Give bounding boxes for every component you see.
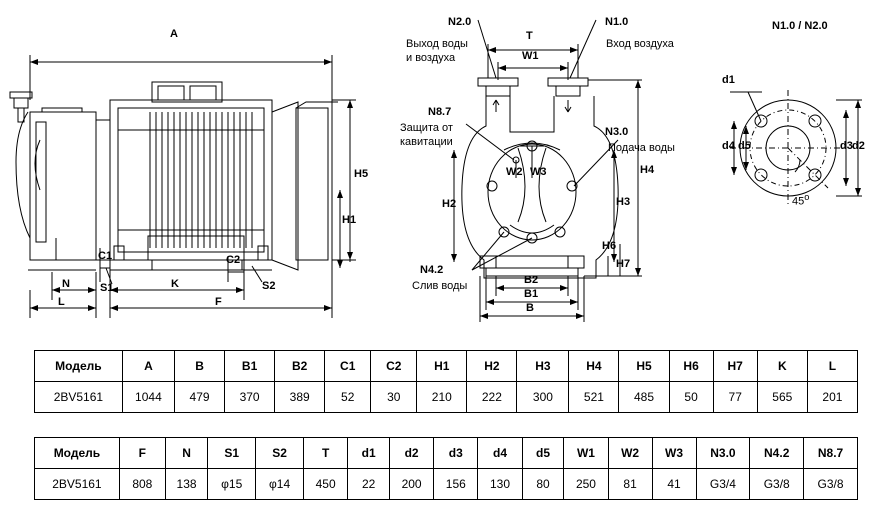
table2-cell: φ14	[256, 469, 304, 500]
dim-label-N: N	[62, 278, 70, 290]
table2-cell: 200	[390, 469, 434, 500]
table1-cell: 201	[807, 382, 857, 413]
side-view-svg	[0, 0, 380, 340]
dim-label-B2: B2	[524, 274, 539, 286]
table1-header-cell: H7	[713, 351, 757, 382]
table1-header-row	[35, 351, 858, 382]
callout-text-cavitation-1: Защита от	[400, 122, 453, 134]
spec-table-2	[34, 437, 858, 500]
dim-label-T: T	[526, 30, 533, 42]
flange-title: N1.0 / N2.0	[772, 20, 828, 32]
table1-header-cell: H3	[517, 351, 569, 382]
dim-label-K: K	[171, 278, 179, 290]
callout-tag-N4_2: N4.2	[420, 264, 444, 276]
dim-label-A: A	[170, 28, 178, 40]
callout-text-out-water-air-2: и воздуха	[406, 52, 456, 64]
dim-label-W2: W2	[506, 166, 523, 178]
dim-label-d3: d3	[840, 140, 853, 152]
table2-cell: 138	[165, 469, 207, 500]
table1-cell: 521	[569, 382, 619, 413]
dim-label-angle-45: 45$^o$	[792, 192, 810, 208]
dim-label-H1: H1	[342, 214, 357, 226]
table1-cell: 389	[275, 382, 325, 413]
table2-header-cell: N4.2	[750, 438, 804, 469]
table1-header-cell: H2	[467, 351, 517, 382]
table1-header-cell: C1	[325, 351, 371, 382]
dim-label-d4: d4	[722, 140, 735, 152]
dim-label-d1: d1	[722, 74, 735, 86]
flange-view	[700, 20, 892, 260]
callout-tag-N1_0: N1.0	[605, 16, 629, 28]
dim-label-W3: W3	[530, 166, 547, 178]
table2-header-cell: W3	[652, 438, 696, 469]
table1-cell: 370	[225, 382, 275, 413]
table2-header-cell: N3.0	[696, 438, 750, 469]
table1-cell: 210	[417, 382, 467, 413]
dim-label-H3: H3	[616, 196, 631, 208]
table2-cell: 450	[304, 469, 348, 500]
table2-cell: G3/8	[750, 469, 804, 500]
spec-table-1	[34, 350, 858, 413]
table2-cell: φ15	[208, 469, 256, 500]
dim-label-L: L	[58, 296, 65, 308]
table2-cell: 81	[608, 469, 652, 500]
callout-text-in-air: Вход воздуха	[606, 38, 674, 50]
callout-tag-N2_0: N2.0	[448, 16, 472, 28]
dim-label-B: B	[526, 302, 534, 314]
table1-cell: 485	[619, 382, 669, 413]
table2-header-cell: S1	[208, 438, 256, 469]
callout-text-out-water-air-1: Выход воды	[406, 38, 468, 50]
table2-cell: 250	[564, 469, 608, 500]
table2-cell: G3/8	[804, 469, 858, 500]
dim-label-S1: S1	[100, 282, 114, 294]
table2-cell: 41	[652, 469, 696, 500]
table2-header-cell: W2	[608, 438, 652, 469]
table1-header-cell: B2	[275, 351, 325, 382]
dim-label-S2: S2	[262, 280, 276, 292]
table-row	[35, 382, 858, 413]
table1-header-cell: H1	[417, 351, 467, 382]
dim-label-H5: H5	[354, 168, 369, 180]
table2-header-cell: d3	[434, 438, 478, 469]
table1-header-cell: C2	[371, 351, 417, 382]
table2-header-cell: F	[119, 438, 165, 469]
table1-cell: 30	[371, 382, 417, 413]
table2-header-cell: d1	[348, 438, 390, 469]
dim-label-F: F	[215, 296, 222, 308]
table2-header-cell: d5	[522, 438, 564, 469]
dim-label-H6: H6	[602, 240, 617, 252]
table1-cell: 565	[757, 382, 807, 413]
table2-cell: 80	[522, 469, 564, 500]
table2-cell: G3/4	[696, 469, 750, 500]
dim-label-B1: B1	[524, 288, 539, 300]
table-row	[35, 469, 858, 500]
callout-tag-N8_7: N8.7	[428, 106, 452, 118]
table2-header-cell: Модель	[35, 438, 120, 469]
callout-text-water-supply: Подача воды	[608, 142, 675, 154]
side-view	[0, 0, 380, 340]
table2-header-cell: d2	[390, 438, 434, 469]
table1-header-cell: Модель	[35, 351, 123, 382]
dim-label-C1: C1	[98, 250, 113, 262]
callout-text-cavitation-2: кавитации	[400, 136, 453, 148]
table2-header-cell: W1	[564, 438, 608, 469]
table2-header-cell: N8.7	[804, 438, 858, 469]
table1-header-cell: A	[122, 351, 174, 382]
table1-header-cell: B1	[225, 351, 275, 382]
dim-label-d5: d5	[738, 140, 751, 152]
table2-header-cell: T	[304, 438, 348, 469]
table1-cell: 222	[467, 382, 517, 413]
dim-label-d2: d2	[852, 140, 865, 152]
dim-label-W1: W1	[522, 50, 539, 62]
table2-cell: 808	[119, 469, 165, 500]
table2-header-cell: S2	[256, 438, 304, 469]
table2-header-cell: N	[165, 438, 207, 469]
front-view	[400, 0, 680, 340]
table1-cell: 1044	[122, 382, 174, 413]
table1-cell: 479	[175, 382, 225, 413]
table2-cell: 2BV5161	[35, 469, 120, 500]
table1-header-cell: H5	[619, 351, 669, 382]
table2-header-row	[35, 438, 858, 469]
table1-cell: 2BV5161	[35, 382, 123, 413]
table2-cell: 130	[478, 469, 522, 500]
table1-cell: 50	[669, 382, 713, 413]
table1-header-cell: L	[807, 351, 857, 382]
table1-cell: 300	[517, 382, 569, 413]
table1-header-cell: H6	[669, 351, 713, 382]
table1-header-cell: B	[175, 351, 225, 382]
table2-cell: 22	[348, 469, 390, 500]
dim-label-H7: H7	[616, 258, 631, 270]
table1-header-cell: K	[757, 351, 807, 382]
callout-tag-N3_0: N3.0	[605, 126, 629, 138]
table1-cell: 52	[325, 382, 371, 413]
callout-text-water-drain: Слив воды	[412, 280, 468, 292]
table2-header-cell: d4	[478, 438, 522, 469]
table1-header-cell: H4	[569, 351, 619, 382]
dim-label-H4: H4	[640, 164, 655, 176]
dim-label-H2: H2	[442, 198, 457, 210]
table2-cell: 156	[434, 469, 478, 500]
dim-label-C2: C2	[226, 254, 241, 266]
table1-cell: 77	[713, 382, 757, 413]
